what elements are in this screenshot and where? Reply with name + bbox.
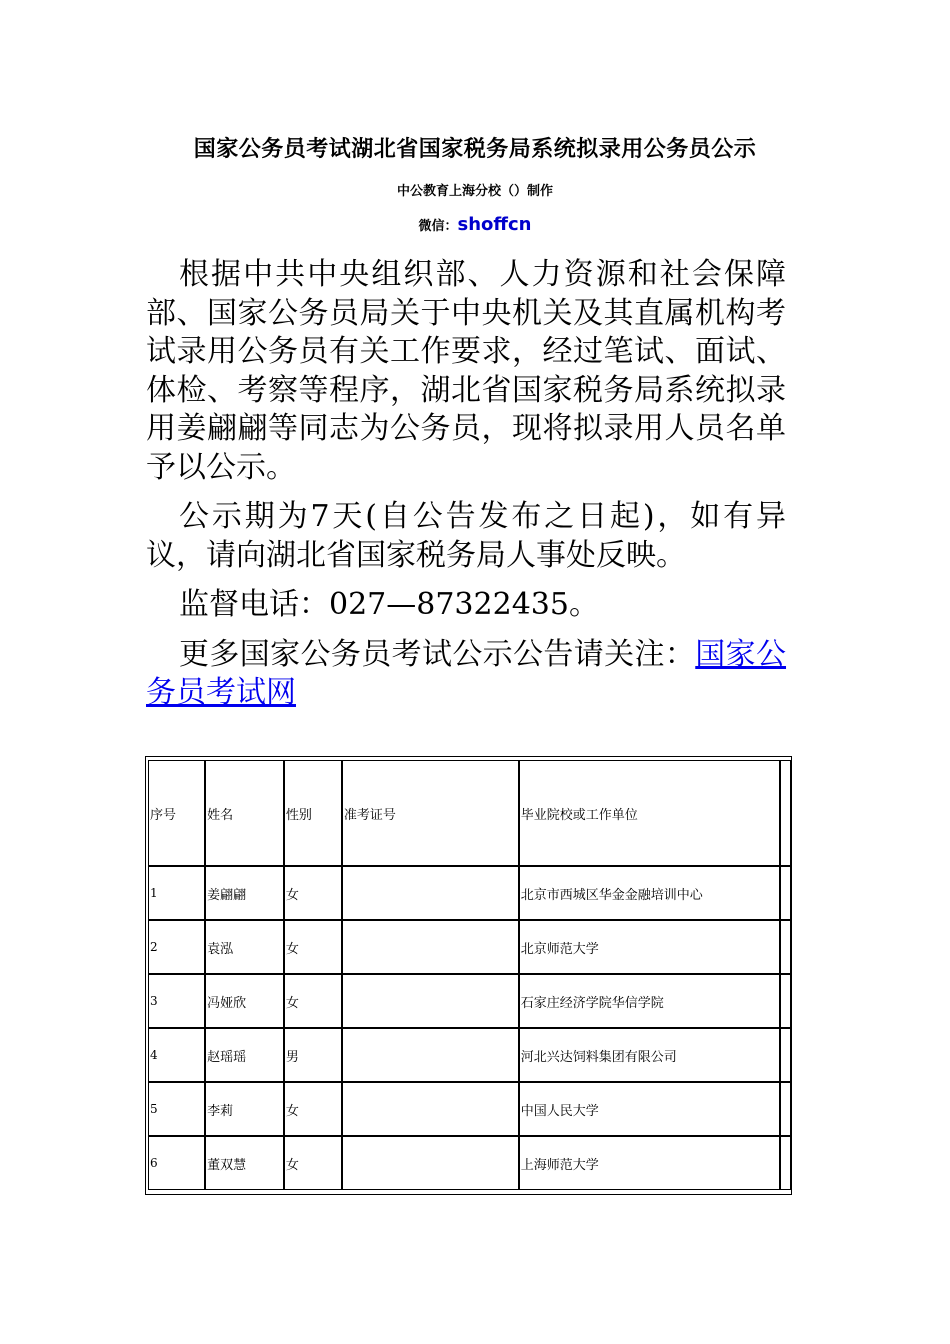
cell-school: 河北兴达饲料集团有限公司 xyxy=(519,1028,780,1082)
table-header-row xyxy=(148,760,791,866)
cell-gender: 女 xyxy=(284,866,342,920)
cell-extra xyxy=(780,1136,791,1190)
table-row xyxy=(148,866,791,920)
cell-name: 赵瑶瑶 xyxy=(205,1028,284,1082)
cell-extra xyxy=(780,1028,791,1082)
wechat-line xyxy=(0,214,950,235)
wechat-id: shoffcn xyxy=(457,214,532,235)
cell-exam-number xyxy=(342,866,519,920)
paragraph-phone: 监督电话：027—87322435。 xyxy=(179,587,599,622)
cell-school: 上海师范大学 xyxy=(519,1136,780,1190)
cell-exam-number xyxy=(342,1136,519,1190)
cell-index: 2 xyxy=(148,920,205,974)
subtitle: 中公教育上海分校（）制作 xyxy=(396,184,553,199)
cell-index: 1 xyxy=(148,866,205,920)
announcement-body xyxy=(146,256,786,724)
cell-gender: 女 xyxy=(284,1136,342,1190)
table-row xyxy=(148,920,791,974)
header-school: 毕业院校或工作单位 xyxy=(519,760,780,866)
cell-exam-number xyxy=(342,1028,519,1082)
table-row xyxy=(148,1082,791,1136)
candidate-table xyxy=(148,760,791,1190)
cell-name: 李莉 xyxy=(205,1082,284,1136)
cell-name: 冯娅欣 xyxy=(205,974,284,1028)
table-row xyxy=(148,1028,791,1082)
paragraph-period: 公示期为7天(自公告发布之日起)，如有异议，请向湖北省国家税务局人事处反映。 xyxy=(146,499,786,573)
cell-index: 6 xyxy=(148,1136,205,1190)
cell-gender: 女 xyxy=(284,920,342,974)
header-index: 序号 xyxy=(148,760,205,866)
cell-name: 姜翩翩 xyxy=(205,866,284,920)
paragraph-more xyxy=(146,636,786,713)
header-extra xyxy=(780,760,791,866)
paragraph-intro: 根据中共中央组织部、人力资源和社会保障部、国家公务员局关于中央机关及其直属机构考试录用公务员有关工作要求，经过笔试、面试、体检、考察等程序，湖北省国家税务局系统拟录用姜翩翩等同志为公务员，现将拟录用人员名单予以公示。 xyxy=(146,257,786,485)
cell-name: 袁泓 xyxy=(205,920,284,974)
cell-index: 4 xyxy=(148,1028,205,1082)
cell-gender: 女 xyxy=(284,974,342,1028)
cell-gender: 男 xyxy=(284,1028,342,1082)
cell-school: 石家庄经济学院华信学院 xyxy=(519,974,780,1028)
cell-name: 董双慧 xyxy=(205,1136,284,1190)
cell-exam-number xyxy=(342,1082,519,1136)
header-exam-number: 准考证号 xyxy=(342,760,519,866)
cell-extra xyxy=(780,974,791,1028)
cell-gender: 女 xyxy=(284,1082,342,1136)
cell-school: 北京市西城区华金金融培训中心 xyxy=(519,866,780,920)
cell-index: 5 xyxy=(148,1082,205,1136)
cell-exam-number xyxy=(342,974,519,1028)
table-row xyxy=(148,974,791,1028)
cell-school: 中国人民大学 xyxy=(519,1082,780,1136)
table-row xyxy=(148,1136,791,1190)
cell-school: 北京师范大学 xyxy=(519,920,780,974)
page-title: 国家公务员考试湖北省国家税务局系统拟录用公务员公示 xyxy=(193,137,757,162)
cell-extra xyxy=(780,866,791,920)
cell-extra xyxy=(780,920,791,974)
wechat-label: 微信： xyxy=(418,219,458,234)
candidate-table-frame xyxy=(145,756,792,1195)
header-gender: 性别 xyxy=(284,760,342,866)
cell-index: 3 xyxy=(148,974,205,1028)
cell-exam-number xyxy=(342,920,519,974)
more-text: 更多国家公务员考试公示公告请关注： xyxy=(179,636,696,672)
exam-site-link[interactable]: 国家公务员考试网 xyxy=(146,636,787,710)
cell-extra xyxy=(780,1082,791,1136)
header-name: 姓名 xyxy=(205,760,284,866)
